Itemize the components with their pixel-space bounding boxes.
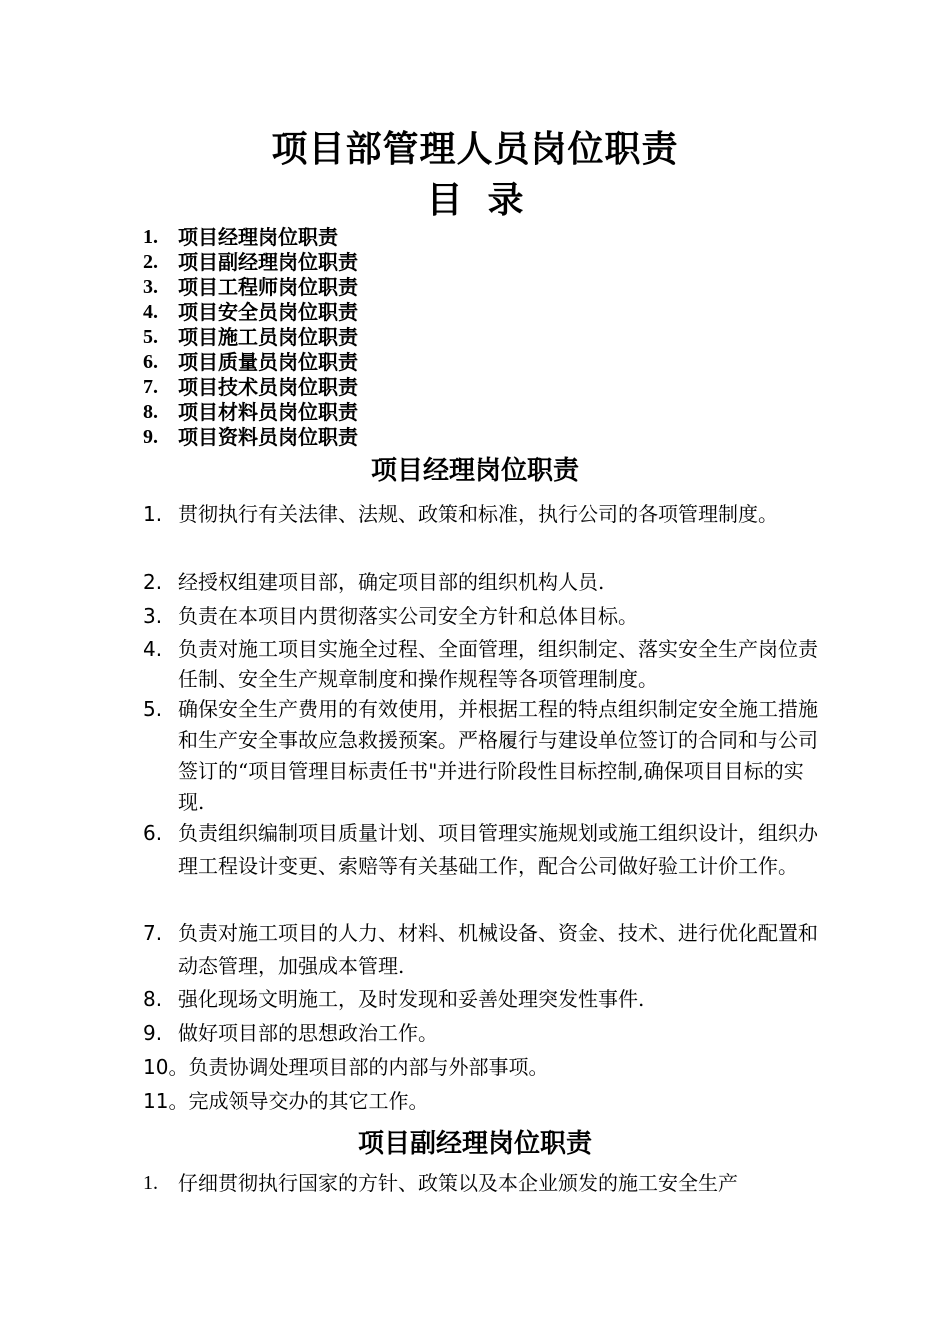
duty-item-number: 1. xyxy=(143,1172,158,1194)
duty-item-number: 11。 xyxy=(143,1089,189,1113)
toc-item[interactable] xyxy=(143,400,358,425)
toc-item[interactable] xyxy=(143,275,358,300)
duty-item-number: 7. xyxy=(143,921,163,945)
duty-item-number: 1. xyxy=(143,502,163,526)
toc-item-label: 项目安全员岗位职责 xyxy=(178,300,358,324)
toc-item-label: 项目副经理岗位职责 xyxy=(178,250,358,274)
toc-item[interactable] xyxy=(143,250,358,275)
duty-item-text: 负责组织编制项目质量计划、项目管理实施规划或施工组织设计，组织办理工程设计变更、索赔等有关基础工作，配合公司做好验工计价工作。 xyxy=(178,821,818,878)
duty-item-text: 做好项目部的思想政治工作。 xyxy=(178,1021,438,1045)
duty-item-text: 强化现场文明施工，及时发现和妥善处理突发性事件. xyxy=(178,987,645,1011)
toc-item-number: 6. xyxy=(143,351,158,373)
toc-item-number: 9. xyxy=(143,426,158,448)
toc-item[interactable] xyxy=(143,325,358,350)
duty-item-number: 3. xyxy=(143,604,163,628)
duty-item xyxy=(143,599,823,633)
duty-item-number: 9. xyxy=(143,1021,163,1045)
duty-item-number: 4. xyxy=(143,637,163,661)
toc-item-label: 项目质量员岗位职责 xyxy=(178,350,358,374)
duty-item xyxy=(143,982,823,1016)
duty-item xyxy=(143,1016,823,1050)
duty-item-number: 5. xyxy=(143,697,163,721)
section-heading: 项目副经理岗位职责 xyxy=(357,1129,592,1159)
duty-item-text: 负责对施工项目实施全过程、全面管理，组织制定、落实安全生产岗位责任制、安全生产规章制度和操作规程等各项管理制度。 xyxy=(178,637,818,691)
toc-item-number: 2. xyxy=(143,251,158,273)
duty-item-number: 6. xyxy=(143,821,163,845)
toc-item-label: 项目技术员岗位职责 xyxy=(178,375,358,399)
duty-item xyxy=(143,817,823,883)
duty-item-number: 2. xyxy=(143,570,163,594)
duty-item-text: 经授权组建项目部，确定项目部的组织机构人员. xyxy=(178,570,605,594)
toc-item-label: 项目资料员岗位职责 xyxy=(178,425,358,449)
toc-item-number: 8. xyxy=(143,401,158,423)
duty-item xyxy=(143,496,823,533)
duty-item-text: 负责在本项目内贯彻落实公司安全方针和总体目标。 xyxy=(178,604,638,628)
toc-item-label: 项目施工员岗位职责 xyxy=(178,325,358,349)
toc-item-number: 3. xyxy=(143,276,158,298)
toc-item[interactable] xyxy=(143,225,358,250)
duty-item xyxy=(143,634,823,694)
duty-item-number: 10。 xyxy=(143,1055,189,1079)
toc-heading: 目 录 xyxy=(426,179,524,221)
duty-item-text: 确保安全生产费用的有效使用，并根据工程的特点组织制定安全施工措施和生产安全事故应急救援预案。严格履行与建设单位签订的合同和与公司签订的“项目管理目标责任书"并进行阶段性目标控制,确保项目目标的实现. xyxy=(178,697,818,814)
toc-item-number: 5. xyxy=(143,326,158,348)
toc-item[interactable] xyxy=(143,425,358,450)
toc-item-number: 4. xyxy=(143,301,158,323)
duty-item xyxy=(143,565,823,599)
toc-item-label: 项目工程师岗位职责 xyxy=(178,275,358,299)
duty-item xyxy=(143,917,823,983)
duty-item-text: 负责对施工项目的人力、材料、机械设备、资金、技术、进行优化配置和动态管理，加强成本管理. xyxy=(178,921,818,978)
toc-item[interactable] xyxy=(143,300,358,325)
duty-item-text: 贯彻执行有关法律、法规、政策和标准，执行公司的各项管理制度。 xyxy=(178,502,778,526)
duty-item-text: 仔细贯彻执行国家的方针、政策以及本企业颁发的施工安全生产 xyxy=(178,1171,738,1195)
duty-item-text: 负责协调处理项目部的内部与外部事项。 xyxy=(188,1055,549,1079)
toc-item[interactable] xyxy=(143,350,358,375)
duty-item xyxy=(143,694,823,818)
section-heading: 项目经理岗位职责 xyxy=(370,456,579,486)
toc-item[interactable] xyxy=(143,375,358,400)
duty-item-number: 8. xyxy=(143,987,163,1011)
toc-item-number: 7. xyxy=(143,376,158,398)
table-of-contents xyxy=(143,225,358,450)
duty-item xyxy=(143,1166,823,1200)
toc-item-number: 1. xyxy=(143,226,158,248)
duty-item-text: 完成领导交办的其它工作。 xyxy=(188,1089,429,1113)
document-title: 项目部管理人员岗位职责 xyxy=(271,128,679,170)
duty-item xyxy=(143,1084,823,1118)
duty-item xyxy=(143,1050,823,1084)
toc-item-label: 项目经理岗位职责 xyxy=(178,225,338,249)
toc-item-label: 项目材料员岗位职责 xyxy=(178,400,358,424)
